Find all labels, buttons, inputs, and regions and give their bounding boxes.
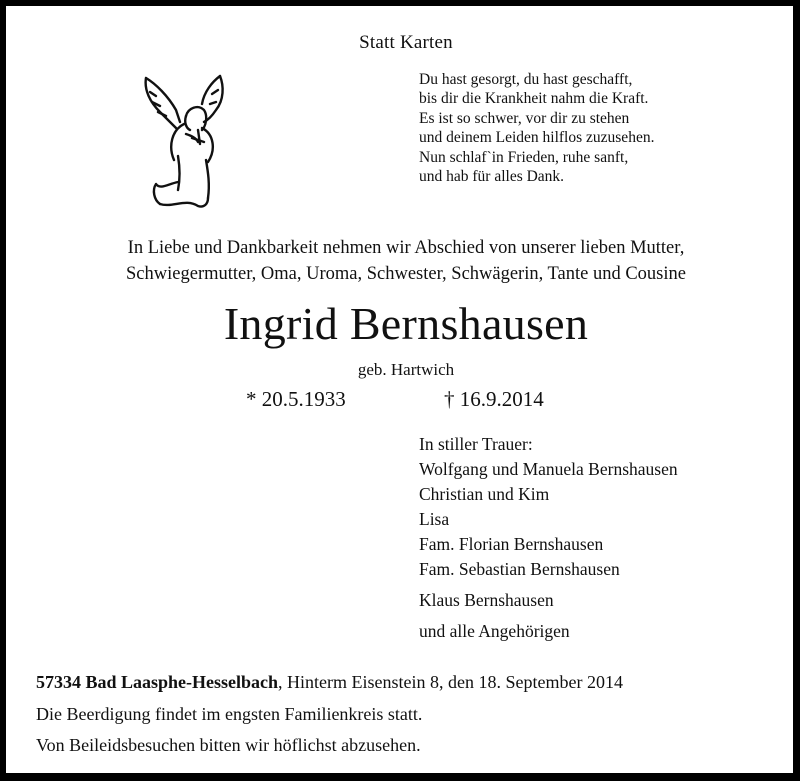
footer-place: 57334 Bad Laasphe-Hesselbach <box>36 672 279 692</box>
header-title: Statt Karten <box>359 32 453 53</box>
funeral-note: Die Beerdigung findet im engsten Familienkreis statt. <box>36 704 423 724</box>
birth-date: * 20.5.1933 <box>246 387 346 411</box>
mourner-name: und alle Angehörigen <box>419 621 570 641</box>
deceased-name: Ingrid Bernshausen <box>223 298 589 349</box>
footer-address-date: , Hinterm Eisenstein 8, den 18. September 2014 <box>278 672 623 692</box>
mourner-name: Klaus Bernshausen <box>419 590 554 610</box>
mourner-name: Christian und Kim <box>419 484 550 504</box>
intro-text <box>6 235 800 287</box>
footer-address-line <box>36 672 623 693</box>
mourners-heading: In stiller Trauer: <box>419 434 533 454</box>
poem-line: Du hast gesorgt, du hast geschafft, <box>419 71 633 88</box>
maiden-name: geb. Hartwich <box>357 360 455 379</box>
poem-line: Es ist so schwer, vor dir zu stehen <box>419 109 630 127</box>
mourner-name: Fam. Sebastian Bernshausen <box>419 559 620 579</box>
intro-line: Schwiegermutter, Oma, Uroma, Schwester, Schwägerin, Tante und Cousine <box>126 264 686 284</box>
intro-line: In Liebe und Dankbarkeit nehmen wir Abschied von unserer lieben Mutter, <box>127 238 685 258</box>
poem-line: Nun schlaf`in Frieden, ruhe sanft, <box>419 148 629 166</box>
mourner-name: Lisa <box>419 509 450 529</box>
poem-line: und hab für alles Dank. <box>419 168 565 186</box>
poem-line: bis dir die Krankheit nahm die Kraft. <box>419 90 649 108</box>
mourner-name: Wolfgang und Manuela Bernshausen <box>419 459 678 479</box>
poem-line: und deinem Leiden hilflos zuzusehen. <box>419 129 655 147</box>
poem <box>419 70 654 186</box>
mourner-name: Fam. Florian Bernshausen <box>419 534 604 554</box>
death-date: † 16.9.2014 <box>444 387 544 411</box>
condolence-note: Von Beileidsbesuchen bitten wir höflichst abzusehen. <box>36 735 421 755</box>
angel-icon <box>142 72 232 212</box>
